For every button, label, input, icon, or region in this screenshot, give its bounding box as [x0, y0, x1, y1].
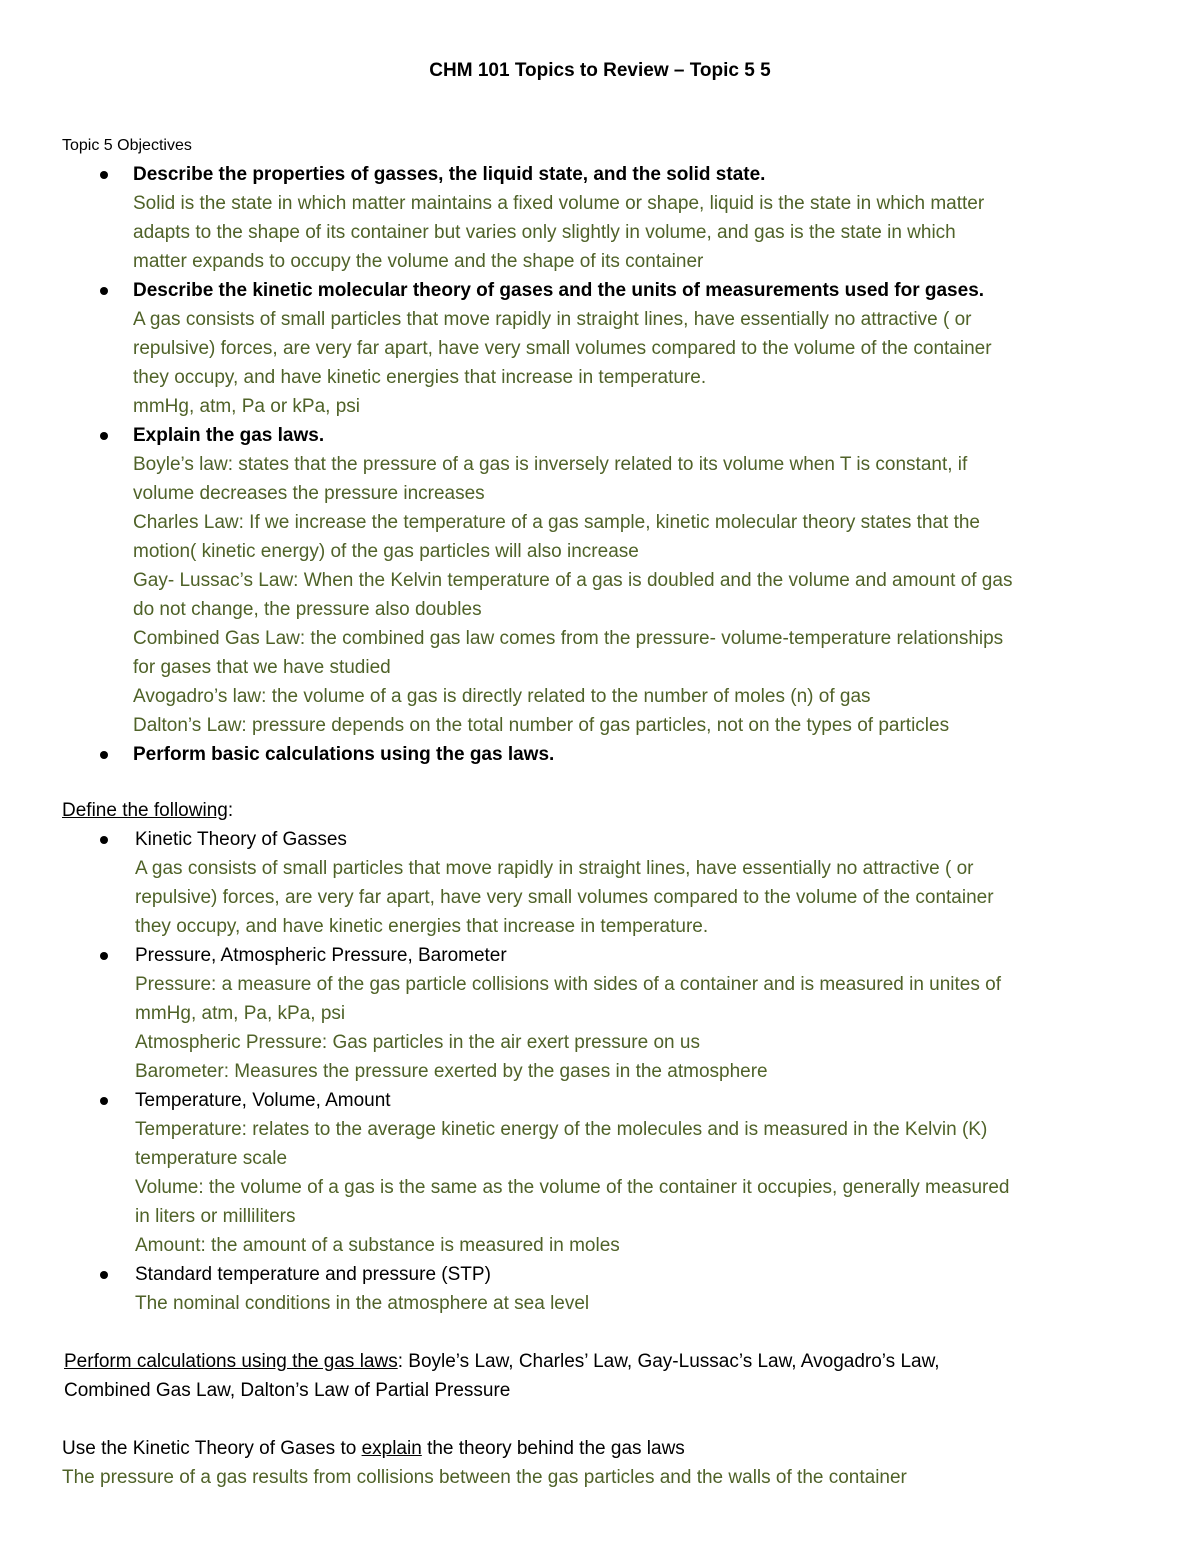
answer-line: repulsive) forces, are very far apart, have very small volumes compared to the volume of the container — [133, 338, 992, 359]
answer-line: Dalton’s Law: pressure depends on the total number of gas particles, not on the types of particles — [133, 715, 950, 736]
answer-line: Temperature: relates to the average kinetic energy of the molecules and is measured in the Kelvin (K) — [135, 1119, 988, 1140]
objective-text: Describe the kinetic molecular theory of gases and the units of measurements used for gases. — [133, 280, 985, 301]
answer-line: Amount: the amount of a substance is measured in moles — [135, 1235, 620, 1256]
calculations-line-2: Combined Gas Law, Dalton’s Law of Partial Pressure — [64, 1380, 511, 1401]
objective-item — [62, 276, 1140, 421]
answer-line: repulsive) forces, are very far apart, have very small volumes compared to the volume of the container — [135, 887, 994, 908]
answer-line: in liters or milliliters — [135, 1206, 296, 1227]
define-list — [62, 825, 1140, 1318]
define-heading-line — [62, 796, 1140, 825]
define-item — [62, 825, 1140, 941]
answer-line: The nominal conditions in the atmosphere at sea level — [135, 1293, 590, 1314]
bullet-icon — [100, 1097, 108, 1105]
define-term: Temperature, Volume, Amount — [135, 1090, 391, 1111]
answer-line: temperature scale — [135, 1148, 288, 1169]
answer-line: Combined Gas Law: the combined gas law comes from the pressure- volume-temperature relationships — [133, 628, 1004, 649]
answer-line: Boyle’s law: states that the pressure of a gas is inversely related to its volume when T is constant, if — [133, 454, 968, 475]
bullet-icon — [100, 432, 108, 440]
document-title: CHM 101 Topics to Review – Topic 5 5 — [429, 60, 771, 81]
answer-line: volume decreases the pressure increases — [133, 483, 485, 504]
kinetic-prefix: Use the Kinetic Theory of Gases to — [62, 1438, 362, 1459]
answer-line: Charles Law: If we increase the temperature of a gas sample, kinetic molecular theory states that the — [133, 512, 980, 533]
answer-line: mmHg, atm, Pa, kPa, psi — [135, 1003, 346, 1024]
calculations-heading: Perform calculations using the gas laws — [64, 1351, 398, 1372]
calculations-laws: : Boyle’s Law, Charles’ Law, Gay-Lussac’s Law, Avogadro’s Law, — [397, 1351, 940, 1372]
objective-item — [62, 740, 1140, 769]
define-item — [62, 1260, 1140, 1318]
answer-line: mmHg, atm, Pa or kPa, psi — [133, 396, 361, 417]
answer-line: A gas consists of small particles that move rapidly in straight lines, have essentially no attractive ( or — [135, 858, 974, 879]
objective-item — [62, 421, 1140, 740]
answer-line: for gases that we have studied — [133, 657, 391, 678]
kinetic-explain: explain — [361, 1438, 422, 1459]
kinetic-prompt — [62, 1434, 1140, 1463]
calculations-line-1 — [64, 1347, 1140, 1376]
bullet-icon — [100, 952, 108, 960]
bullet-icon — [100, 751, 108, 759]
answer-line: Atmospheric Pressure: Gas particles in the air exert pressure on us — [135, 1032, 700, 1053]
bullet-icon — [100, 171, 108, 179]
answer-line: Solid is the state in which matter maintains a fixed volume or shape, liquid is the state in which matter — [133, 193, 985, 214]
calculations-section — [64, 1347, 1140, 1405]
define-heading-colon: : — [227, 800, 234, 821]
define-term: Standard temperature and pressure (STP) — [135, 1264, 491, 1285]
define-heading: Define the following — [62, 800, 228, 821]
answer-line: Barometer: Measures the pressure exerted by the gases in the atmosphere — [135, 1061, 768, 1082]
bullet-icon — [100, 1271, 108, 1279]
answer-line: they occupy, and have kinetic energies that increase in temperature. — [135, 916, 709, 937]
objective-text: Describe the properties of gasses, the liquid state, and the solid state. — [133, 164, 766, 185]
objectives-heading: Topic 5 Objectives — [62, 137, 192, 154]
define-term: Kinetic Theory of Gasses — [135, 829, 347, 850]
answer-line: adapts to the shape of its container but varies only slightly in volume, and gas is the state in which — [133, 222, 956, 243]
define-term: Pressure, Atmospheric Pressure, Barometer — [135, 945, 507, 966]
bullet-icon — [100, 287, 108, 295]
kinetic-section — [62, 1434, 1140, 1492]
answer-line: Avogadro’s law: the volume of a gas is directly related to the number of moles (n) of gas — [133, 686, 871, 707]
define-item — [62, 941, 1140, 1086]
objective-text: Explain the gas laws. — [133, 425, 325, 446]
objective-item — [62, 160, 1140, 276]
answer-line: Volume: the volume of a gas is the same as the volume of the container it occupies, generally measured — [135, 1177, 1010, 1198]
kinetic-suffix: the theory behind the gas laws — [421, 1438, 685, 1459]
answer-line: motion( kinetic energy) of the gas particles will also increase — [133, 541, 639, 562]
answer-line: they occupy, and have kinetic energies that increase in temperature. — [133, 367, 707, 388]
answer-line: Pressure: a measure of the gas particle collisions with sides of a container and is measured in unites of — [135, 974, 1002, 995]
objectives-list — [62, 160, 1140, 769]
answer-line: Gay- Lussac’s Law: When the Kelvin temperature of a gas is doubled and the volume and amount of gas — [133, 570, 1013, 591]
kinetic-answer: The pressure of a gas results from collisions between the gas particles and the walls of the container — [62, 1467, 907, 1488]
answer-line: do not change, the pressure also doubles — [133, 599, 482, 620]
define-item — [62, 1086, 1140, 1260]
answer-line: A gas consists of small particles that move rapidly in straight lines, have essentially no attractive ( or — [133, 309, 972, 330]
bullet-icon — [100, 836, 108, 844]
answer-line: matter expands to occupy the volume and the shape of its container — [133, 251, 704, 272]
objective-text: Perform basic calculations using the gas laws. — [133, 744, 555, 765]
objectives-section — [62, 131, 1140, 769]
define-section — [62, 796, 1140, 1318]
